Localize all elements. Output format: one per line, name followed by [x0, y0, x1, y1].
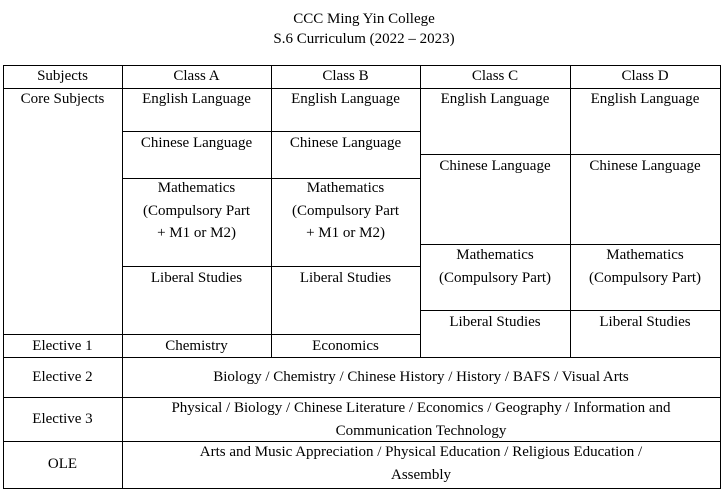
core-subjects-label: Core Subjects [20, 91, 105, 107]
header-subjects: Subjects [37, 68, 88, 84]
class-d-english: English Language [590, 91, 700, 107]
table-border-right [720, 65, 721, 489]
elective-3-label: Elective 3 [32, 411, 93, 427]
math-line-2: (Compulsory Part [291, 202, 400, 219]
school-name: CCC Ming Yin College [293, 11, 435, 27]
class-c-english: English Language [440, 91, 550, 107]
math-line-2: (Compulsory Part [142, 202, 251, 219]
class-b-mathematics [271, 177, 420, 245]
math-line-1: Mathematics [456, 247, 534, 263]
math-line-3: + M1 or M2) [157, 225, 236, 241]
header-class-d: Class D [621, 68, 669, 84]
elective-3-options [122, 397, 720, 442]
elective-1-class-b: Economics [312, 338, 379, 354]
class-c-liberal-studies: Liberal Studies [449, 314, 541, 330]
ole-options [122, 441, 720, 486]
class-a-liberal-studies: Liberal Studies [150, 270, 243, 286]
ole-line-2: Assembly [391, 466, 451, 483]
class-b-liberal-studies: Liberal Studies [299, 270, 392, 286]
class-a-mathematics [122, 177, 271, 245]
class-c-mathematics [420, 244, 570, 289]
class-d-liberal-studies: Liberal Studies [599, 314, 691, 330]
class-a-chinese: Chinese Language [140, 135, 253, 151]
header-class-b: Class B [322, 68, 369, 84]
header-class-a: Class A [173, 68, 220, 84]
math-line-3: + M1 or M2) [306, 225, 385, 241]
ole-line-1: Arts and Music Appreciation / Physical Education / Religious Education / [199, 444, 643, 460]
math-line-2: (Compulsory Part) [588, 269, 702, 286]
elective-3-line-2: Communication Technology [335, 422, 507, 439]
math-line-1: Mathematics [606, 247, 684, 263]
class-d-mathematics [570, 244, 720, 289]
math-line-2: (Compulsory Part) [438, 269, 552, 286]
elective-2-label: Elective 2 [32, 369, 93, 385]
ole-label: OLE [47, 456, 78, 472]
math-line-1: Mathematics [157, 180, 236, 196]
elective-1-label: Elective 1 [32, 338, 93, 354]
class-d-chinese: Chinese Language [589, 158, 701, 174]
header-class-c: Class C [471, 68, 519, 84]
class-c-chinese: Chinese Language [439, 158, 551, 174]
math-line-1: Mathematics [306, 180, 385, 196]
class-a-english: English Language [142, 91, 251, 107]
elective-1-class-a: Chemistry [165, 338, 228, 354]
elective-3-line-1: Physical / Biology / Chinese Literature / Economics / Geography / Information and [171, 400, 671, 416]
curriculum-title: S.6 Curriculum (2022 – 2023) [273, 31, 455, 47]
table-border-bottom [3, 488, 721, 489]
class-b-english: English Language [291, 91, 400, 107]
class-b-chinese: Chinese Language [289, 135, 402, 151]
elective-2-options: Biology / Chemistry / Chinese History / History / BAFS / Visual Arts [213, 369, 629, 385]
